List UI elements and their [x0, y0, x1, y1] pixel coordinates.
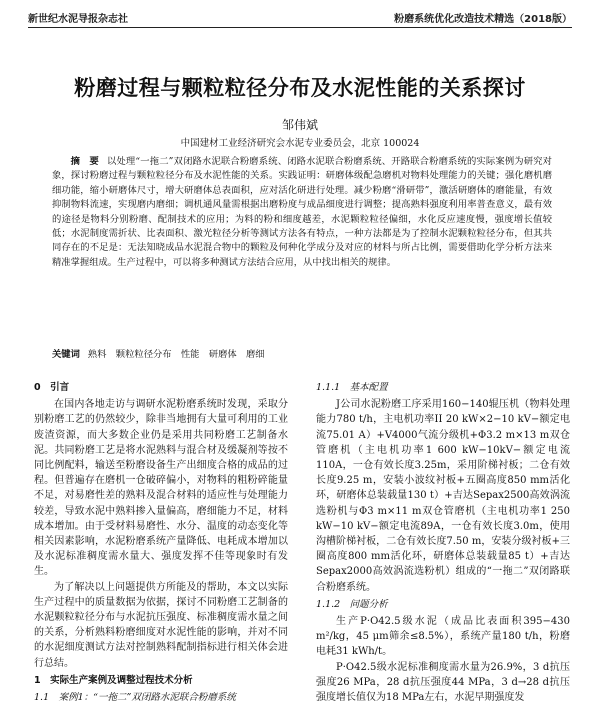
subsection-heading-config: 1.1.1 基本配置 — [316, 382, 388, 393]
left-column — [34, 378, 288, 707]
header-book-title: 粉磨系统优化改造技术精选（2018版） — [394, 14, 572, 25]
keywords — [52, 348, 552, 362]
running-header — [28, 10, 572, 26]
subsection-heading-problem: 1.1.2 问题分析 — [316, 598, 388, 610]
abstract — [52, 155, 552, 270]
header-publisher: 新世纪水泥导报杂志社 — [28, 14, 128, 25]
keywords-text: 熟料 颗粒粒径分布 性能 研磨体 磨细 — [87, 349, 265, 360]
section-heading-cases: 1 实际生产案例及调整过程技术分析 — [34, 674, 193, 686]
paragraph: 生产P·O42.5级水泥（成品比表面积395−430 m²/kg，45 μm筛余≤8.5%），系统产量180 t/h，粉磨电耗31 kWh/t。 — [316, 616, 570, 658]
paragraph: 在国内各地走访与调研水泥粉磨系统时发现，采取分别粉磨工艺的仍然较少，除非当地拥有大量可利用的工业废渣资源，而大多数企业仍是采用共同粉磨工艺制备水泥。共同粉磨工艺是将水泥熟料与混合材及缓凝剂等按不同比例配料，输送至粉磨设备生产出细度合格的成品的过程。但普遍存在磨机一仓破碎偏小，对物料的粗粉碎能量不足，对易磨性差的熟料及混合材料的适应性与处理能力较差，导致水泥中熟料掺入量偏高，磨细能力不足，材料成本增加。由于受材料易磨性、水分、温度的动态变化等相关因素影响，水泥粉磨系统产量降低、电耗成本增加以及水泥标准稠度需水量大、强度发挥不佳等现象时有发生。 — [34, 399, 288, 578]
paper-affiliation: 中国建材工业经济研究会水泥专业委员会，北京 100024 — [180, 138, 420, 149]
keywords-label: 关键词 — [52, 349, 80, 360]
right-column — [316, 378, 570, 705]
section-heading-intro: 0 引言 — [34, 382, 70, 393]
abstract-label: 摘 要 — [70, 156, 99, 167]
paper-title: 粉磨过程与颗粒粒径分布及水泥性能的关系探讨 — [74, 76, 526, 100]
paragraph: P·O42.5级水泥标准稠度需水量为26.9%，3 d抗压强度26 MPa，28 d抗压强度44 MPa，3 d→28 d抗压强度增长值仅为18 MPa左右，水泥早期强度发 — [316, 661, 570, 704]
abstract-text: 以处理“一拖二”双闭路水泥联合粉磨系统、闭路水泥联合粉磨系统、开路联合粉磨系统的实际案例为研究对象，探讨粉磨过程与颗粒粒径分布及水泥性能的关系。实践证明：研磨体级配急磨机对物料处理能力的关键；强化磨机磨细功能，缩小研磨体尺寸，增大研磨体总表面积，应对活化研进行处理。减少粉磨“滑研带”，激活研磨体的磨能量，有效抑制物料流速，实现磨内磨细；调机通风量需根据出磨粉度与成品细度进行调整；提高熟料强度利用率普查意义，最有效的途径是物料分别粉磨、配制技术的应用；为料的粉和细度越差，水泥颗粒粒径偏细，水化反应速度慢，强度增长值较低；水泥制度需折状、比表面积、激光粒径分析等测试方法各有特点，一种方法都是为了控制水泥颗粒粒径分布，但其共同存在的不足是：无法知晓成品水泥混合物中的颗粒及何种化学成分及对应的材料与所占比例，需要借助化学分析方法来精准掌握组成。生产过程中，可以将多种测试方法结合应用，从中找出相关的规律。 — [52, 156, 552, 268]
paragraph: 为了解决以上问题提供方所能及的帮助，本文以实际生产过程中的质量数据为依据，探讨不同粉磨工艺制备的水泥颗粒粒径分布与水泥抗压强度、标准稠度需水量之间的关系，分析熟料粉磨细度对水泥性能的影响，并对不同的水泥细度测试方法对控制熟料配制指标进行相关体会进行总结。 — [34, 581, 288, 669]
paragraph: J公司水泥粉磨工序采用160−140辊压机（物料处理能力780 t/h，主电机功率II 20 kW×2−10 kV−额定电流75.01 A）+V4000气流分级机+Φ3.2 m×13 m双仓管磨机（主电机功率1 600 kW−10kV−额定电流110A，一仓有效长度3.25m，采用阶梯衬板；二仓有效长度9.25 m，安装小波纹衬板+五圈高度850 mm活化环，研磨体总装载量130 t）+吉达Sepax2500高效涡流选粉机与Φ3 m×11 m双仓管磨机（主电机功率1 250 kW−10 kV−额定电流89A，一仓有效长度3.0m，使用沟槽阶梯衬板，二仓有效长度7.50 m，安装分级衬板+三圈高度800 mm活化环，研磨体总装载量85 t）+吉达Sepax2000高效涡流选粉机）组成的“一拖二”双闭路联合粉磨系统。 — [316, 399, 570, 593]
subsection-heading-case1: 1.1 案例1：“一拖二”双闭路水泥联合粉磨系统 — [34, 692, 236, 704]
header-rule — [28, 27, 572, 28]
paper-author: 邹伟斌 — [281, 118, 318, 132]
